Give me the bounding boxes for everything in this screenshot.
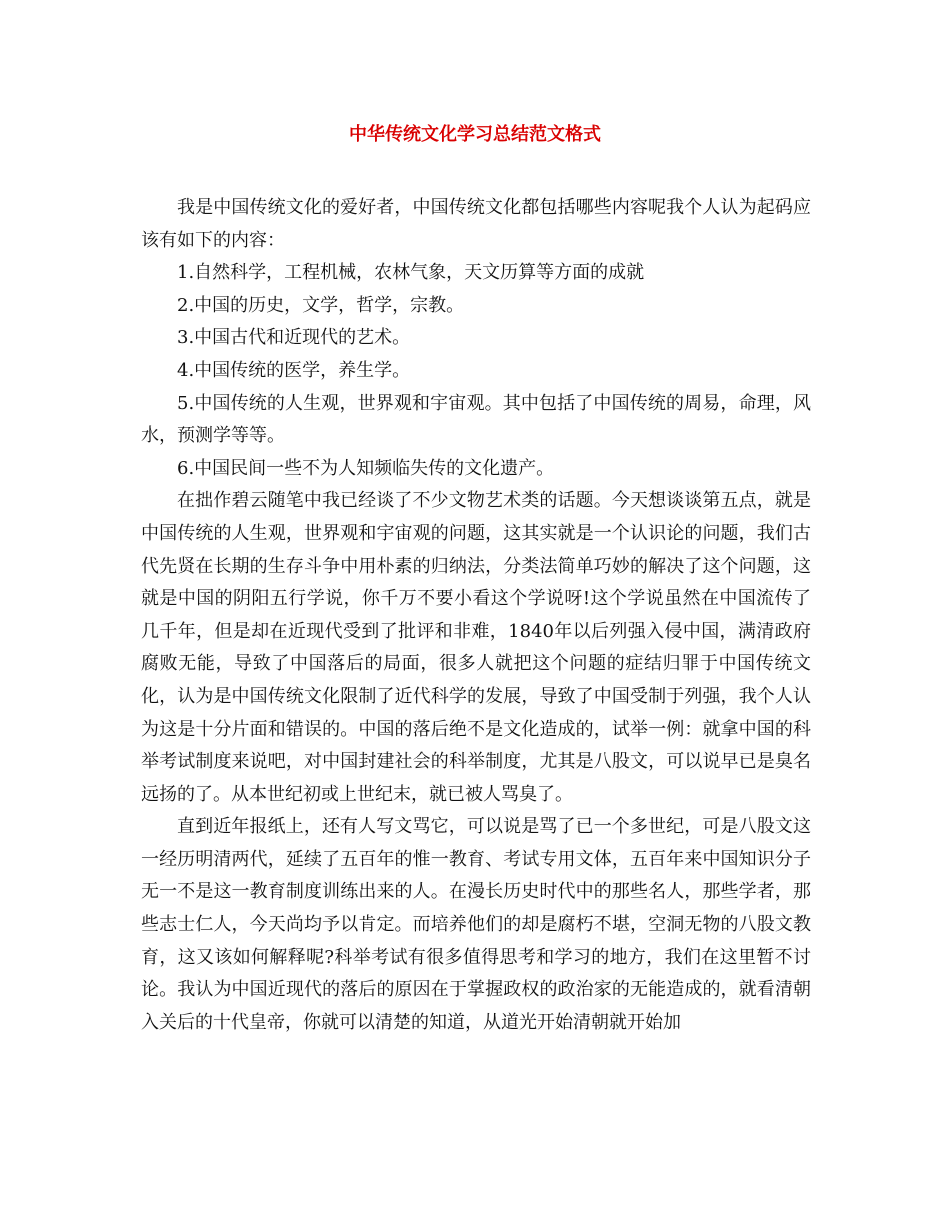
- list-item-2: 2.中国的历史，文学，哲学，宗教。: [177, 294, 465, 316]
- list-item-1: 1.自然科学，工程机械，农林气象，天文历算等方面的成就: [177, 262, 645, 284]
- list-item-3: 3.中国古代和近现代的艺术。: [177, 327, 411, 349]
- paragraph-essay-2: 直到近年报纸上，还有人写文骂它，可以说是骂了已一个多世纪，可是八股文这一经历明清两代，延续了五百年的惟一教育、考试专用文体，五百年来中国知识分子无一不是这一教育制度训练出来的人。在漫长历史时代中的那些名人，那些学者，那些志士仁人，今天尚均予以肯定。而培养他们的却是腐朽不堪，空洞无物的八股文教育，这又该如何解释呢?科举考试有很多值得思考和学习的地方，我们在这里暂不讨论。我认为中国近现代的落后的原因在于掌握政权的政治家的无能造成的，就看清朝入关后的十代皇帝，你就可以清楚的知道，从道光开始清朝就开始加: [141, 816, 811, 1033]
- list-item-4: 4.中国传统的医学，养生学。: [177, 359, 411, 381]
- paragraph-intro: 我是中国传统文化的爱好者，中国传统文化都包括哪些内容呢我个人认为起码应该有如下的内容：: [141, 197, 811, 251]
- list-item-6: 6.中国民间一些不为人知频临失传的文化遗产。: [177, 457, 555, 479]
- document-title: 中华传统文化学习总结范文格式: [349, 124, 601, 145]
- list-item-5: 5.中国传统的人生观，世界观和宇宙观。其中包括了中国传统的周易，命理，风水，预测学等等。: [141, 392, 811, 447]
- paragraph-essay-1: 在拙作碧云随笔中我已经谈了不少文物艺术类的话题。今天想谈谈第五点，就是中国传统的人生观，世界观和宇宙观的问题，这其实就是一个认识论的问题，我们古代先贤在长期的生存斗争中用朴素的归纳法，分类法简单巧妙的解决了这个问题，这就是中国的阴阳五行学说，你千万不要小看这个学说呀!这个学说虽然在中国流传了几千年，但是却在近现代受到了批评和非难，1840年以后列强入侵中国，满清政府腐败无能，导致了中国落后的局面，很多人就把这个问题的症结归罪于中国传统文化，认为是中国传统文化限制了近代科学的发展，导致了中国受制于列强，我个人认为这是十分片面和错误的。中国的落后绝不是文化造成的，试举一例：就拿中国的科举考试制度来说吧，对中国封建社会的科举制度，尤其是八股文，可以说早已是臭名远扬的了。从本世纪初或上世纪末，就已被人骂臭了。: [141, 490, 811, 805]
- document-body: [141, 192, 811, 1039]
